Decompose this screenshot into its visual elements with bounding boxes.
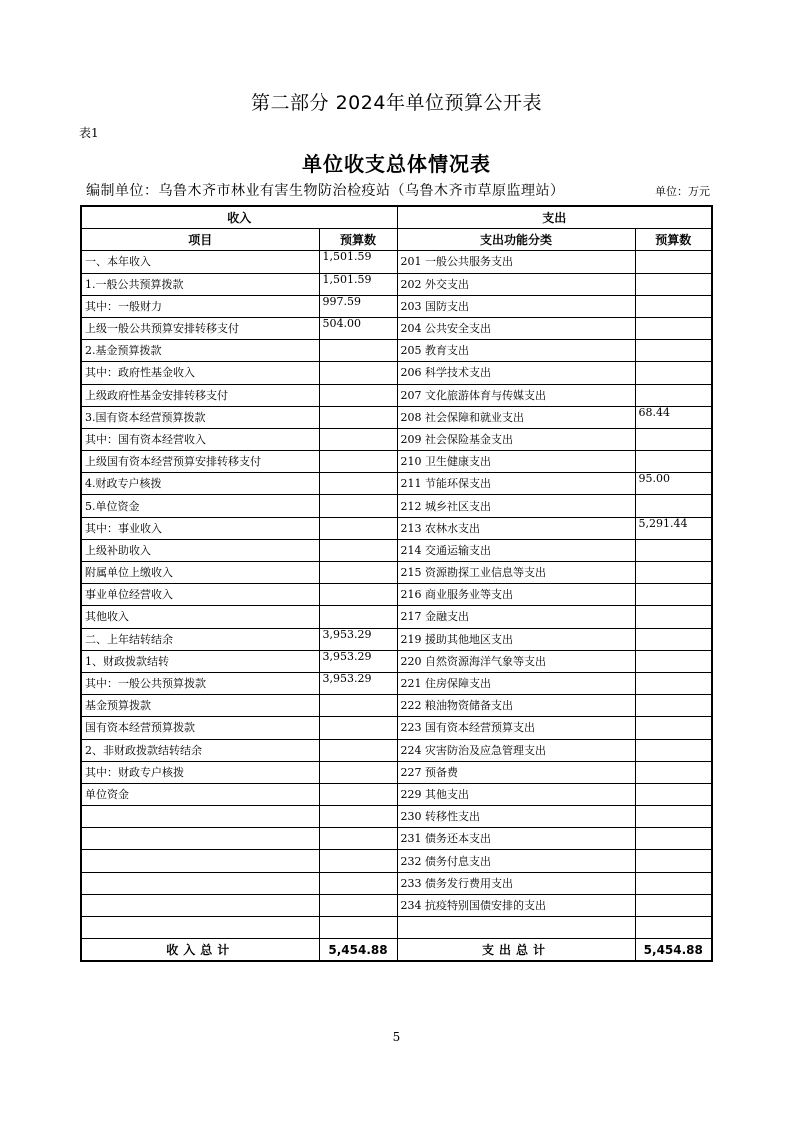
expense-value — [635, 628, 712, 650]
income-value: 1,501.59 — [319, 251, 397, 273]
org-name: 编制单位：乌鲁木齐市林业有害生物防治检疫站（乌鲁木齐市草原监理站） — [86, 183, 565, 199]
table-row — [81, 495, 712, 517]
expense-value — [635, 428, 712, 450]
expense-value — [635, 273, 712, 295]
income-value: 3,953.29 — [319, 650, 397, 672]
expense-item: 204 公共安全支出 — [397, 317, 635, 339]
expense-value — [635, 850, 712, 872]
table-row — [81, 295, 712, 317]
income-total-value: 5,454.88 — [319, 939, 397, 962]
income-value — [319, 451, 397, 473]
income-value — [319, 562, 397, 584]
income-value — [319, 872, 397, 894]
income-item: 其中：一般财力 — [81, 295, 319, 317]
column-header-row — [81, 229, 712, 251]
expense-item: 205 教育支出 — [397, 340, 635, 362]
income-value — [319, 739, 397, 761]
table-row — [81, 251, 712, 273]
expense-item: 231 债务还本支出 — [397, 828, 635, 850]
table-row — [81, 451, 712, 473]
income-item — [81, 894, 319, 916]
expense-value — [635, 650, 712, 672]
expense-item: 233 债务发行费用支出 — [397, 872, 635, 894]
income-item: 事业单位经营收入 — [81, 584, 319, 606]
income-value — [319, 894, 397, 916]
income-item: 2.基金预算拨款 — [81, 340, 319, 362]
expense-item: 202 外交支出 — [397, 273, 635, 295]
expense-item: 207 文化旅游体育与传媒支出 — [397, 384, 635, 406]
income-item: 上级补助收入 — [81, 539, 319, 561]
income-item — [81, 917, 319, 939]
table-row — [81, 917, 712, 939]
expense-item: 234 抗疫特别国债安排的支出 — [397, 894, 635, 916]
table-row — [81, 473, 712, 495]
expense-item: 223 国有资本经营预算支出 — [397, 717, 635, 739]
expense-item: 211 节能环保支出 — [397, 473, 635, 495]
income-value — [319, 783, 397, 805]
income-value — [319, 850, 397, 872]
income-item: 4.财政专户核拨 — [81, 473, 319, 495]
expense-item: 201 一般公共服务支出 — [397, 251, 635, 273]
expense-item: 206 科学技术支出 — [397, 362, 635, 384]
table-row — [81, 628, 712, 650]
table-row — [81, 606, 712, 628]
expense-item: 232 债务付息支出 — [397, 850, 635, 872]
income-item — [81, 872, 319, 894]
income-item: 其中：财政专户核拨 — [81, 761, 319, 783]
expense-total-value: 5,454.88 — [635, 939, 712, 962]
income-item: 附属单位上缴收入 — [81, 562, 319, 584]
expense-value — [635, 917, 712, 939]
expense-item: 224 灾害防治及应急管理支出 — [397, 739, 635, 761]
expense-item: 220 自然资源海洋气象等支出 — [397, 650, 635, 672]
table-row — [81, 672, 712, 694]
table-row — [81, 384, 712, 406]
page-title: 第二部分 2024年单位预算公开表 — [251, 92, 542, 114]
income-item: 其中：一般公共预算拨款 — [81, 672, 319, 694]
income-item: 上级国有资本经营预算安排转移支付 — [81, 451, 319, 473]
expense-value — [635, 606, 712, 628]
income-item: 上级政府性基金安排转移支付 — [81, 384, 319, 406]
table-row — [81, 828, 712, 850]
income-item — [81, 850, 319, 872]
section-header-row — [81, 206, 712, 229]
table-title: 单位收支总体情况表 — [302, 152, 491, 176]
income-header: 收入 — [81, 206, 397, 229]
income-item: 单位资金 — [81, 783, 319, 805]
income-item — [81, 806, 319, 828]
income-item: 其中：政府性基金收入 — [81, 362, 319, 384]
income-value — [319, 606, 397, 628]
expense-value — [635, 828, 712, 850]
table-row — [81, 584, 712, 606]
table-row — [81, 317, 712, 339]
table-row — [81, 428, 712, 450]
table-row — [81, 273, 712, 295]
expense-item: 229 其他支出 — [397, 783, 635, 805]
income-item: 5.单位资金 — [81, 495, 319, 517]
expense-item: 213 农林水支出 — [397, 517, 635, 539]
expense-item: 222 粮油物资储备支出 — [397, 695, 635, 717]
income-item: 一、本年收入 — [81, 251, 319, 273]
table-row — [81, 406, 712, 428]
page-number: 5 — [392, 1030, 401, 1044]
income-item: 2、非财政拨款结转结余 — [81, 739, 319, 761]
income-item: 二、上年结转结余 — [81, 628, 319, 650]
expense-value — [635, 584, 712, 606]
expense-value — [635, 340, 712, 362]
expense-value — [635, 695, 712, 717]
income-value — [319, 539, 397, 561]
income-total-label: 收入总计 — [81, 939, 319, 962]
income-value — [319, 473, 397, 495]
income-item: 1、财政拨款结转 — [81, 650, 319, 672]
expense-item: 212 城乡社区支出 — [397, 495, 635, 517]
table-row — [81, 850, 712, 872]
table-row — [81, 806, 712, 828]
income-value — [319, 828, 397, 850]
income-item: 基金预算拨款 — [81, 695, 319, 717]
income-item: 1.一般公共预算拨款 — [81, 273, 319, 295]
table-row — [81, 739, 712, 761]
expense-value — [635, 451, 712, 473]
table-row — [81, 717, 712, 739]
expense-value: 68.44 — [635, 406, 712, 428]
income-value — [319, 384, 397, 406]
income-value: 3,953.29 — [319, 628, 397, 650]
expense-item: 209 社会保险基金支出 — [397, 428, 635, 450]
expense-item: 230 转移性支出 — [397, 806, 635, 828]
income-item: 上级一般公共预算安排转移支付 — [81, 317, 319, 339]
income-value — [319, 340, 397, 362]
income-item: 其中：事业收入 — [81, 517, 319, 539]
expense-value — [635, 872, 712, 894]
income-item: 其中：国有资本经营收入 — [81, 428, 319, 450]
income-value — [319, 584, 397, 606]
income-value — [319, 406, 397, 428]
col-budget-header: 预算数 — [319, 229, 397, 251]
table-row — [81, 340, 712, 362]
expense-item: 217 金融支出 — [397, 606, 635, 628]
table-row — [81, 894, 712, 916]
table-row — [81, 695, 712, 717]
income-value — [319, 362, 397, 384]
table-row — [81, 783, 712, 805]
expense-value — [635, 783, 712, 805]
expense-item: 214 交通运输支出 — [397, 539, 635, 561]
expense-item: 221 住房保障支出 — [397, 672, 635, 694]
table-row — [81, 761, 712, 783]
table-row — [81, 872, 712, 894]
expense-value: 5,291.44 — [635, 517, 712, 539]
expense-value — [635, 717, 712, 739]
col-item-header: 项目 — [81, 229, 319, 251]
table-row — [81, 539, 712, 561]
expense-value — [635, 761, 712, 783]
income-value — [319, 428, 397, 450]
income-value: 997.59 — [319, 295, 397, 317]
expense-value — [635, 295, 712, 317]
total-row — [81, 939, 712, 962]
table-row — [81, 562, 712, 584]
org-unit-line — [80, 180, 710, 200]
expense-value — [635, 495, 712, 517]
expense-value — [635, 384, 712, 406]
expense-value — [635, 539, 712, 561]
expense-value — [635, 362, 712, 384]
expense-value — [635, 251, 712, 273]
income-value — [319, 917, 397, 939]
expense-value — [635, 894, 712, 916]
expense-value — [635, 672, 712, 694]
expense-value — [635, 739, 712, 761]
expense-total-label: 支出总计 — [397, 939, 635, 962]
expense-item: 216 商业服务业等支出 — [397, 584, 635, 606]
income-value — [319, 717, 397, 739]
table-row — [81, 517, 712, 539]
expense-value: 95.00 — [635, 473, 712, 495]
income-value — [319, 695, 397, 717]
income-value — [319, 806, 397, 828]
table-number: 表1 — [79, 126, 99, 140]
income-item: 国有资本经营预算拨款 — [81, 717, 319, 739]
income-value: 504.00 — [319, 317, 397, 339]
expense-item: 227 预备费 — [397, 761, 635, 783]
income-value — [319, 495, 397, 517]
col-func-header: 支出功能分类 — [397, 229, 635, 251]
income-item: 其他收入 — [81, 606, 319, 628]
income-item: 3.国有资本经营预算拨款 — [81, 406, 319, 428]
expense-item: 210 卫生健康支出 — [397, 451, 635, 473]
expense-header: 支出 — [397, 206, 712, 229]
income-item — [81, 828, 319, 850]
expense-value — [635, 562, 712, 584]
unit-label: 单位：万元 — [655, 185, 710, 198]
expense-item: 203 国防支出 — [397, 295, 635, 317]
income-value: 1,501.59 — [319, 273, 397, 295]
expense-item: 219 援助其他地区支出 — [397, 628, 635, 650]
expense-item: 215 资源勘探工业信息等支出 — [397, 562, 635, 584]
expense-value — [635, 806, 712, 828]
income-value — [319, 761, 397, 783]
expense-item — [397, 917, 635, 939]
income-value — [319, 517, 397, 539]
expense-value — [635, 317, 712, 339]
expense-item: 208 社会保障和就业支出 — [397, 406, 635, 428]
table-row — [81, 650, 712, 672]
budget-table — [80, 205, 713, 962]
income-value: 3,953.29 — [319, 672, 397, 694]
col-budget2-header: 预算数 — [635, 229, 712, 251]
table-row — [81, 362, 712, 384]
